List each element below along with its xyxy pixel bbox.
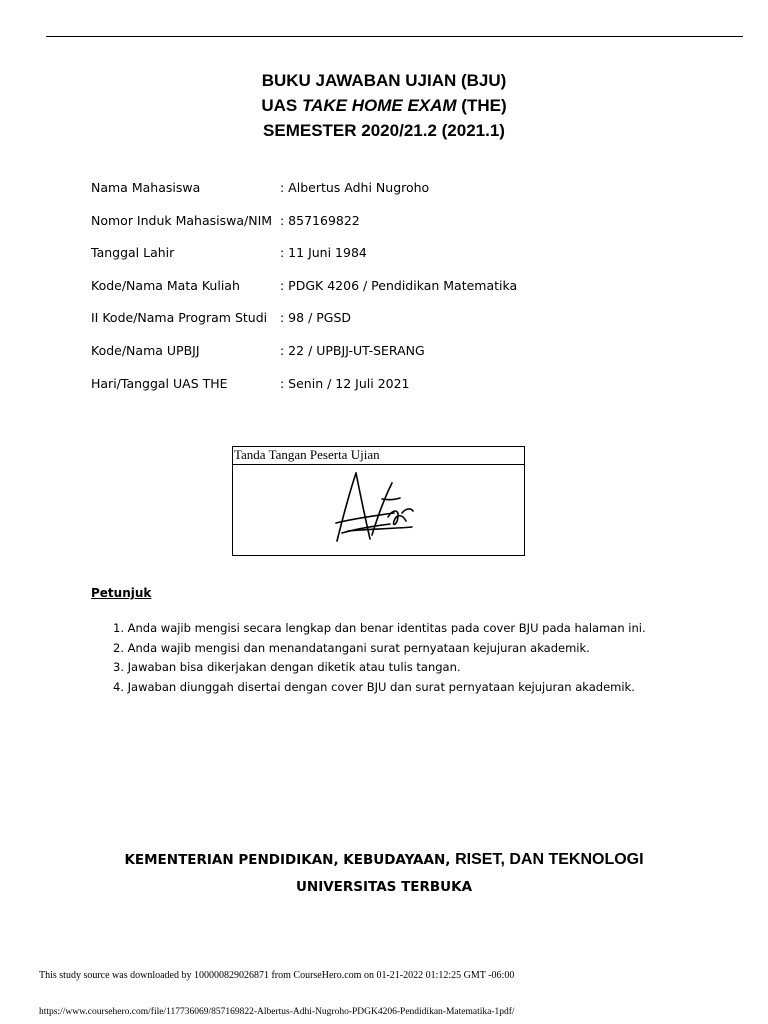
handwritten-signature xyxy=(328,469,428,553)
identity-value: : Senin / 12 Juli 2021 xyxy=(280,375,410,391)
ministry-name-part1: KEMENTERIAN PENDIDIKAN, KEBUDAYAAN, xyxy=(124,852,456,868)
source-url[interactable]: https://www.coursehero.com/file/117736069/857169822-Albertus-Adhi-Nugroho-PDGK4206-Pendidikan-Matematika-1pdf/ xyxy=(39,1007,515,1017)
title-line-2-italic: TAKE HOME EXAM xyxy=(302,96,457,115)
signature-label: Tanda Tangan Peserta Ujian xyxy=(233,447,524,465)
title-line-3: SEMESTER 2020/21.2 (2021.1) xyxy=(263,121,505,140)
instructions-heading: Petunjuk xyxy=(91,586,152,600)
top-divider xyxy=(46,36,743,37)
identity-value: : Albertus Adhi Nugroho xyxy=(280,180,430,195)
identity-label: Nomor Induk Mahasiswa/NIM xyxy=(91,212,273,228)
identity-label: Tanggal Lahir xyxy=(91,245,175,261)
download-note: This study source was downloaded by 100000829026871 from CourseHero.com on 01-21-2022 01:12:25 GMT -06:00 xyxy=(39,970,515,981)
instructions-list xyxy=(113,619,646,697)
identity-value: : PDGK 4206 / Pendidikan Matematika xyxy=(280,277,518,293)
title-line-2-prefix: UAS xyxy=(261,96,302,115)
identity-value: : 98 / PGSD xyxy=(280,310,352,326)
institution-footer xyxy=(0,848,768,902)
title-line-2 xyxy=(0,93,768,118)
university-name: UNIVERSITAS TERBUKA xyxy=(295,879,473,895)
document-title xyxy=(0,68,768,143)
identity-label: Nama Mahasiswa xyxy=(91,180,201,195)
identity-value: : 22 / UPBJJ-UT-SERANG xyxy=(280,342,425,358)
list-item: 1. Anda wajib mengisi secara lengkap dan benar identitas pada cover BJU pada halaman ini. xyxy=(113,621,646,635)
identity-label: Hari/Tanggal UAS THE xyxy=(91,375,228,391)
signature-box xyxy=(232,446,525,556)
title-line-1: BUKU JAWABAN UJIAN (BJU) xyxy=(261,71,507,90)
identity-label: II Kode/Nama Program Studi xyxy=(91,310,268,326)
identity-value: : 11 Juni 1984 xyxy=(280,245,367,261)
list-item: 3. Jawaban bisa dikerjakan dengan diketik atau tulis tangan. xyxy=(113,660,461,674)
list-item: 4. Jawaban diunggah disertai dengan cover BJU dan surat pernyataan kejujuran akademik. xyxy=(113,679,635,694)
identity-value: : 857169822 xyxy=(280,212,360,228)
ministry-name-part2: RISET, DAN TEKNOLOGI xyxy=(455,851,644,868)
identity-label: Kode/Nama Mata Kuliah xyxy=(91,277,240,293)
ministry-name xyxy=(0,848,768,872)
list-item: 2. Anda wajib mengisi dan menandatangani surat pernyataan kejujuran akademik. xyxy=(113,640,590,655)
title-line-2-suffix: (THE) xyxy=(456,96,507,115)
identity-label: Kode/Nama UPBJJ xyxy=(91,342,200,358)
